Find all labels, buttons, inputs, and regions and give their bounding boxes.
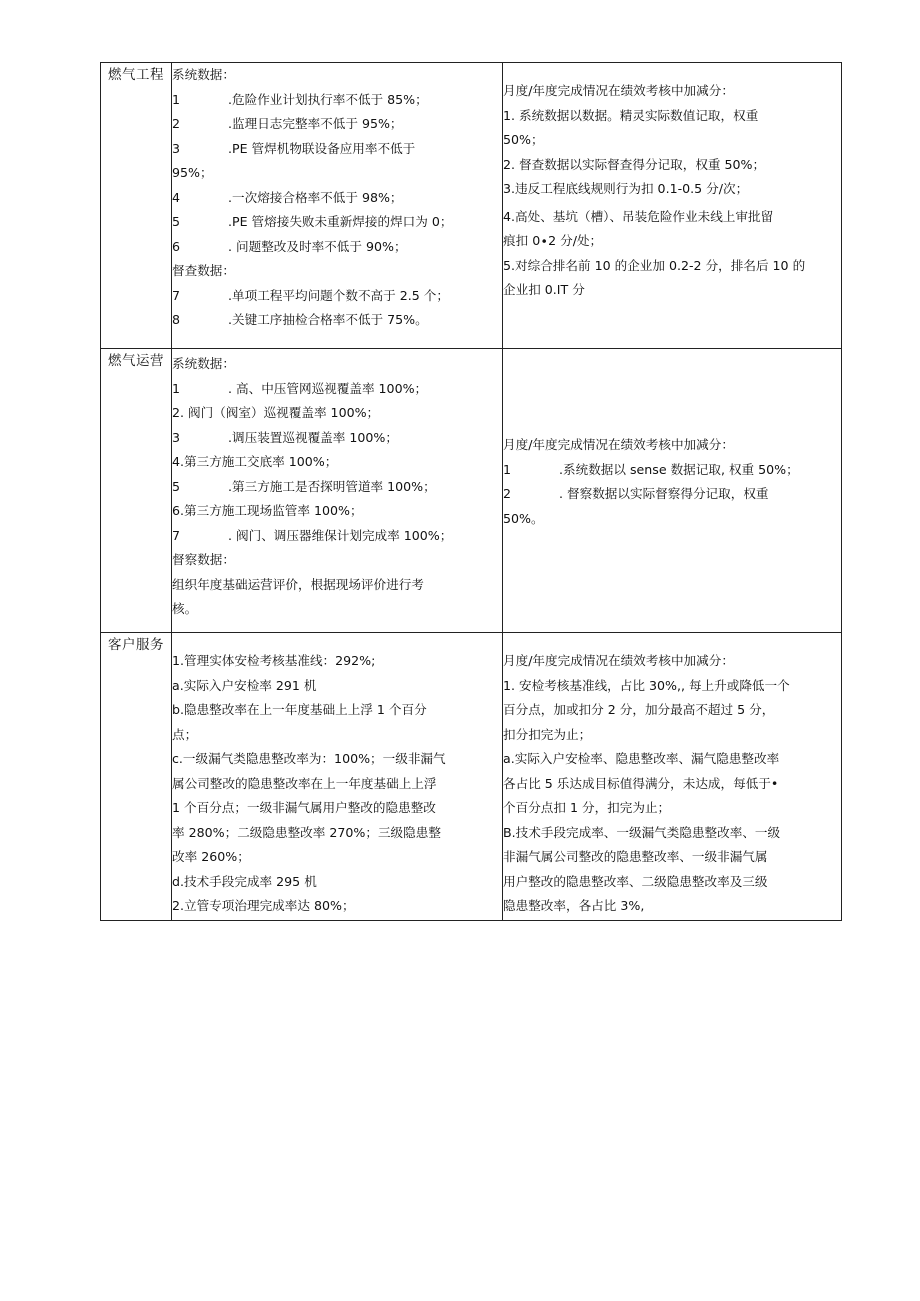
- table-row-gas-operations: [101, 349, 842, 633]
- list-item: 3 .调压装置巡视覆盖率 100%；: [172, 429, 398, 445]
- category-label: 燃气运营: [108, 353, 164, 369]
- list-item: 50%；: [503, 132, 544, 147]
- list-item: 督查数据：: [172, 263, 235, 278]
- list-item: 8 .关键工序抽检合格率不低于 75%。: [172, 312, 428, 327]
- list-item: 5 .第三方施工是否探明管道率 100%；: [172, 478, 436, 494]
- list-item: B.技术手段完成率、一级漏气类隐患整改率、一级: [503, 824, 781, 840]
- list-item: 月度/年度完成情况在绩效考核中加减分：: [503, 653, 734, 668]
- list-item: 2 .监理日志完整率不低于 95%；: [172, 116, 403, 131]
- list-item: 2. 阀门（阀室）巡视覆盖率 100%；: [172, 405, 380, 420]
- scoring-cell: [503, 63, 842, 349]
- list-item: 非漏气属公司整改的隐患整改率、一级非漏气属: [503, 849, 768, 864]
- category-cell: [101, 63, 172, 349]
- list-item: 扣分扣完为止；: [503, 726, 592, 742]
- list-item: 2 . 督察数据以实际督察得分记取，权重: [503, 486, 769, 501]
- list-item: 3.违反工程底线规则行为扣 0.1-0.5 分/次；: [503, 181, 749, 196]
- list-item: 系统数据：: [172, 356, 235, 371]
- list-item: 5 .PE 管熔接失败未重新焊接的焊口为 0；: [172, 214, 453, 229]
- category-label: 客户服务: [108, 637, 164, 653]
- list-item: 组织年度基础运营评价，根据现场评价进行考: [172, 576, 424, 592]
- table-row-gas-engineering: [101, 63, 842, 349]
- list-item: 1. 安检考核基准线，占比 30%,, 每上升或降低一个: [503, 677, 790, 693]
- list-item: 各占比 5 乐达成目标值得满分，未达成，每低于•: [503, 775, 779, 791]
- list-item: 月度/年度完成情况在绩效考核中加减分：: [503, 437, 734, 452]
- list-item: 1. 系统数据以数据。精灵实际数值记取，权重: [503, 107, 759, 123]
- list-item: 95%；: [172, 165, 213, 180]
- list-item: 痕扣 0∙2 分/处；: [503, 233, 603, 248]
- indicator-cell: [172, 349, 503, 633]
- list-item: a.实际入户安检率、隐患整改率、漏气隐患整改率: [503, 751, 780, 766]
- table-row-customer-service: [101, 633, 842, 921]
- assessment-table: [100, 62, 842, 921]
- list-item: 4.高处、基坑（槽）、吊装危险作业未线上审批留: [503, 208, 774, 224]
- list-item: 月度/年度完成情况在绩效考核中加减分：: [503, 83, 734, 98]
- list-item: 百分点，加或扣分 2 分，加分最高不超过 5 分，: [503, 702, 775, 717]
- list-item: d.技术手段完成率 295 机: [172, 873, 317, 889]
- list-item: 50%。: [503, 510, 544, 526]
- list-item: 改率 260%；: [172, 849, 250, 864]
- list-item: 1 个百分点；一级非漏气属用户整改的隐患整改: [172, 800, 436, 815]
- category-label: 燃气工程: [108, 67, 164, 83]
- category-cell: [101, 633, 172, 921]
- list-item: 6.第三方施工现场监管率 100%；: [172, 503, 363, 518]
- list-item: 核。: [172, 601, 198, 616]
- list-item: 个百分点扣 1 分，扣完为止；: [503, 800, 671, 815]
- list-item: 7 . 阀门、调压器维保计划完成率 100%；: [172, 527, 453, 543]
- list-item: 企业扣 0.IT 分: [503, 282, 585, 297]
- scoring-cell: [503, 349, 842, 633]
- list-item: 2. 督查数据以实际督查得分记取，权重 50%；: [503, 156, 766, 172]
- list-item: 点；: [172, 726, 198, 742]
- list-item: a.实际入户安检率 291 机: [172, 677, 317, 693]
- list-item: 率 280%；二级隐患整改率 270%；三级隐患整: [172, 824, 441, 840]
- indicator-cell: [172, 633, 503, 921]
- list-item: 1 .危险作业计划执行率不低于 85%；: [172, 91, 428, 107]
- list-item: 3 .PE 管焊机物联设备应用率不低于: [172, 140, 416, 156]
- list-item: 7 .单项工程平均问题个数不高于 2.5 个；: [172, 287, 449, 303]
- list-item: 4 .一次熔接合格率不低于 98%；: [172, 189, 403, 205]
- list-item: 4.第三方施工交底率 100%；: [172, 454, 338, 469]
- list-item: 1.管理实体安检考核基准线：292%;: [172, 653, 376, 668]
- list-item: 2.立管专项治理完成率达 80%；: [172, 898, 355, 913]
- category-cell: [101, 349, 172, 633]
- list-item: 用户整改的隐患整改率、二级隐患整改率及三级: [503, 873, 768, 889]
- list-item: 6 . 问题整改及时率不低于 90%；: [172, 238, 407, 254]
- list-item: 隐患整改率，各占比 3%,: [503, 898, 645, 913]
- list-item: 1 . 高、中压管网巡视覆盖率 100%；: [172, 380, 428, 396]
- list-item: 1 .系统数据以 sense 数据记取, 权重 50%；: [503, 461, 799, 477]
- list-item: c.一级漏气类隐患整改率为：100%；一级非漏气: [172, 751, 446, 766]
- scoring-cell: [503, 633, 842, 921]
- list-item: b.隐患整改率在上一年度基础上上浮 1 个百分: [172, 702, 427, 717]
- list-item: 系统数据：: [172, 67, 235, 82]
- indicator-cell: [172, 63, 503, 349]
- list-item: 属公司整改的隐患整改率在上一年度基础上上浮: [172, 775, 437, 791]
- list-item: 督察数据：: [172, 552, 235, 567]
- list-item: 5.对综合排名前 10 的企业加 0.2-2 分，排名后 10 的: [503, 257, 806, 273]
